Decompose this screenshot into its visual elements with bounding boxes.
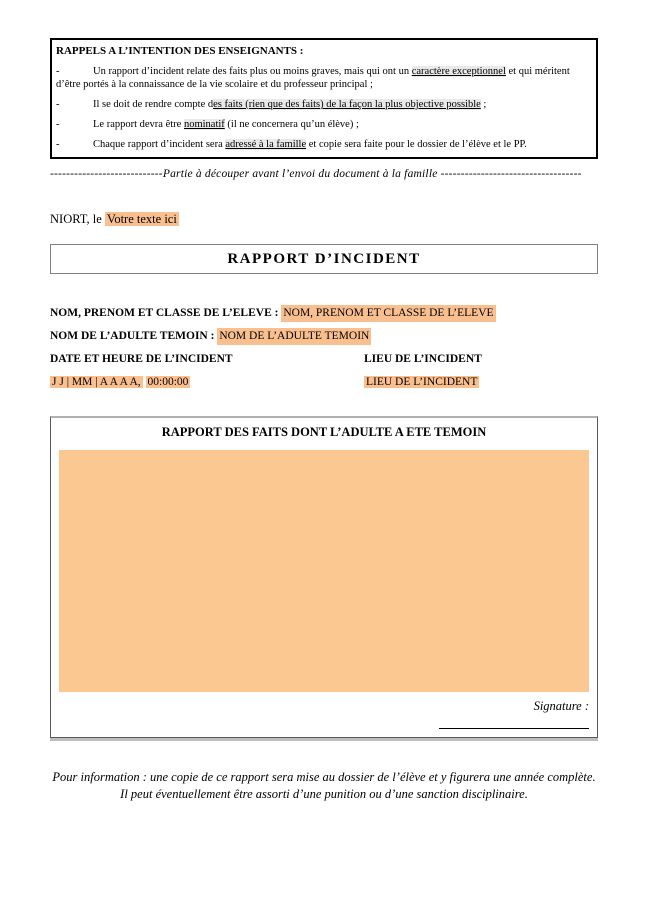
main-title: RAPPORT D’INCIDENT	[227, 250, 421, 267]
teacher-reminders-box	[50, 38, 598, 159]
bullet-text-post: ;	[480, 99, 487, 110]
adult-witness-row	[50, 328, 598, 351]
bullet-dash: -	[56, 139, 60, 150]
city-label: NIORT, le	[50, 212, 105, 226]
incident-fields	[50, 305, 598, 397]
bullet-text-underlined: adressé à la famille	[225, 139, 307, 150]
reminders-title: RAPPELS A L’INTENTION DES ENSEIGNANTS :	[56, 45, 304, 57]
cut-here-separator	[50, 167, 598, 181]
bullet-text-pre: Le rapport devra être	[93, 119, 184, 130]
incident-time-field[interactable]: 00:00:00	[147, 376, 189, 388]
date-place-values-row	[50, 374, 598, 397]
bullet-text-pre: Un rapport d’incident relate des faits plus ou moins graves, mais qui ont un	[93, 66, 412, 77]
separator-label: Partie à découper avant l’envoi du document à la famille	[162, 168, 438, 180]
student-row	[50, 305, 598, 328]
adult-witness-field[interactable]: NOM DE L’ADULTE TEMOIN	[217, 328, 371, 345]
facts-report-box	[50, 416, 598, 738]
incident-place-label: LIEU DE L’INCIDENT	[364, 353, 482, 365]
bullet-dash: -	[56, 99, 60, 110]
bullet-text-pre: Il se doit de rendre compte d	[93, 99, 214, 110]
facts-report-title: RAPPORT DES FAITS DONT L’ADULTE A ETE TEMOIN	[161, 425, 487, 439]
separator-dashes-right: -----------------------------------	[437, 168, 582, 180]
main-title-box	[50, 244, 598, 274]
reminder-bullet-3	[56, 118, 592, 131]
reminder-bullet-1	[56, 65, 592, 91]
incident-place-field[interactable]: LIEU DE L’INCIDENT	[366, 376, 478, 388]
bullet-dash: -	[56, 119, 60, 130]
separator-dashes-left: ----------------------------	[50, 168, 163, 180]
bullet-text-post: et qui méritent d’être portés à la connaissance de la vie scolaire et du professeur principal ;	[56, 66, 570, 90]
bullet-text-pre: Chaque rapport d’incident sera	[93, 139, 226, 150]
incident-datetime-label: DATE ET HEURE DE L’INCIDENT	[50, 353, 233, 365]
bullet-text-post: (il ne concernera qu’un élève) ;	[224, 119, 359, 130]
date-placeholder-field[interactable]: Votre texte ici	[106, 212, 177, 226]
footer-note: Pour information : une copie de ce rapport sera mise au dossier de l’élève et y figurera une année complète. Il peut éventuellement être assorti d’une punition ou d’une sanction disciplinaire.	[52, 770, 596, 801]
facts-report-textarea[interactable]	[59, 450, 589, 692]
date-place-labels-row	[50, 351, 598, 374]
student-label: NOM, PRENOM ET CLASSE DE L’ELEVE :	[50, 307, 279, 319]
adult-witness-label: NOM DE L’ADULTE TEMOIN :	[50, 330, 215, 342]
signature-label: Signature :	[533, 699, 589, 713]
bullet-text-underlined: caractère exceptionnel	[411, 66, 506, 77]
student-name-field[interactable]: NOM, PRENOM ET CLASSE DE L’ELEVE	[281, 305, 495, 322]
bullet-text-post: et copie sera faite pour le dossier de l’élève et le PP.	[306, 139, 527, 150]
bullet-text-underlined: nominatif	[183, 119, 225, 130]
bullet-text-underlined: es faits (rien que des faits) de la façon la plus objective possible	[213, 99, 481, 110]
reminder-bullet-4	[56, 138, 592, 151]
city-date-line	[50, 211, 598, 227]
incident-datetime-values	[50, 374, 364, 391]
signature-row	[59, 698, 589, 715]
incident-place-value	[364, 374, 598, 391]
reminder-bullet-2	[56, 98, 592, 111]
bullet-dash: -	[56, 66, 60, 77]
incident-date-field[interactable]: J J | MM | A A A A,	[52, 376, 141, 388]
signature-line	[439, 720, 589, 729]
